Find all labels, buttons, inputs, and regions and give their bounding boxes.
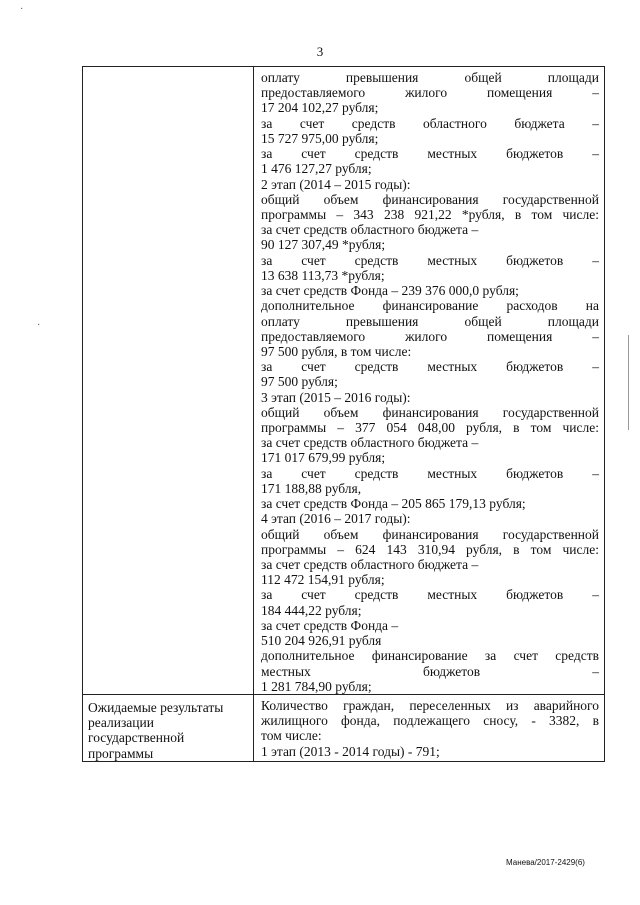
text-line: программы – 377 054 048,00 рубля, в том числе:	[261, 420, 599, 436]
text-line: 1 476 127,27 рубля;	[261, 161, 372, 177]
text-line: 4 этап (2016 – 2017 годы):	[261, 511, 411, 527]
results-lines	[254, 695, 604, 759]
results-label: Ожидаемые результаты реализации государственной программы	[88, 699, 224, 761]
program-passport-table	[82, 66, 605, 762]
text-line: за счет средств областного бюджета –	[261, 557, 479, 572]
text-line: Количество граждан, переселенных из аварийного	[261, 697, 599, 713]
results-label-cell	[83, 694, 254, 761]
text-line: общий объем финансирования государственной	[261, 191, 599, 207]
text-line: оплату превышения общей площади	[261, 70, 599, 85]
text-line: том числе:	[261, 728, 322, 744]
text-line: 15 727 975,00 рубля;	[261, 130, 379, 146]
text-line: дополнительное финансирование расходов на	[261, 298, 599, 314]
text-line: за счет средств областного бюджета –	[261, 435, 479, 451]
text-line: за счет средств местных бюджетов –	[261, 252, 599, 268]
text-line: 1 этап (2013 - 2014 годы) - 791;	[261, 743, 440, 759]
results-row	[83, 694, 605, 761]
text-line: 97 500 рубля, в том числе:	[261, 343, 412, 359]
text-line: 171 017 679,99 рубля;	[261, 450, 386, 466]
text-line: местных бюджетов –	[261, 663, 599, 679]
scan-speck: ·	[20, 4, 24, 15]
text-line: общий объем финансирования государственной	[261, 404, 599, 420]
scan-margin-line	[628, 335, 629, 430]
text-line: 510 204 926,91 рубля	[261, 633, 382, 649]
text-line: жилищного фонда, подлежащего сносу, - 3382, в	[261, 713, 599, 729]
text-line: 13 638 113,73 *рубля;	[261, 267, 385, 283]
text-line: за счет средств Фонда –	[261, 617, 399, 633]
scan-speck: ·	[37, 320, 41, 331]
text-line: за счет средств Фонда – 205 865 179,13 рубля;	[261, 496, 526, 512]
funding-label-cell	[83, 67, 254, 695]
text-line: за счет средств Фонда – 239 376 000,0 рубля;	[261, 283, 519, 299]
text-line: предоставляемого жилого помещения –	[261, 328, 599, 344]
text-line: предоставляемого жилого помещения –	[261, 85, 599, 101]
text-line: 90 127 307,49 *рубля;	[261, 237, 386, 253]
text-line: 2 этап (2014 – 2015 годы):	[261, 176, 411, 192]
text-line: дополнительное финансирование за счет средств	[261, 648, 599, 664]
text-line: 1 281 784,90 рубля;	[261, 678, 372, 694]
text-line: общий объем финансирования государственной	[261, 526, 599, 542]
text-line: 112 472 154,91 рубля;	[261, 572, 385, 588]
text-line: за счет средств областного бюджета –	[261, 115, 599, 131]
funding-lines	[254, 67, 604, 694]
text-line: 17 204 102,27 рубля;	[261, 100, 379, 116]
funding-row	[83, 67, 605, 695]
funding-content-cell	[254, 67, 605, 695]
text-line: 171 188,88 рубля,	[261, 480, 362, 496]
text-line: программы – 343 238 921,22 *рубля, в том числе:	[261, 206, 599, 222]
page-number: 3	[316, 44, 324, 59]
text-line: оплату превышения общей площади	[261, 313, 599, 329]
text-line: за счет средств местных бюджетов –	[261, 465, 599, 481]
text-line: за счет средств областного бюджета –	[261, 222, 479, 238]
results-content-cell	[254, 694, 605, 761]
text-line: 97 500 рубля;	[261, 374, 338, 390]
text-line: 184 444,22 рубля;	[261, 602, 362, 618]
text-line: за счет средств местных бюджетов –	[261, 587, 599, 603]
text-line: программы – 624 143 310,94 рубля, в том числе:	[261, 541, 599, 557]
text-line: за счет средств местных бюджетов –	[261, 359, 599, 375]
document-code: Манева/2017-2429(6)	[506, 858, 585, 867]
text-line: 3 этап (2015 – 2016 годы):	[261, 389, 411, 405]
text-line: за счет средств местных бюджетов –	[261, 146, 599, 162]
